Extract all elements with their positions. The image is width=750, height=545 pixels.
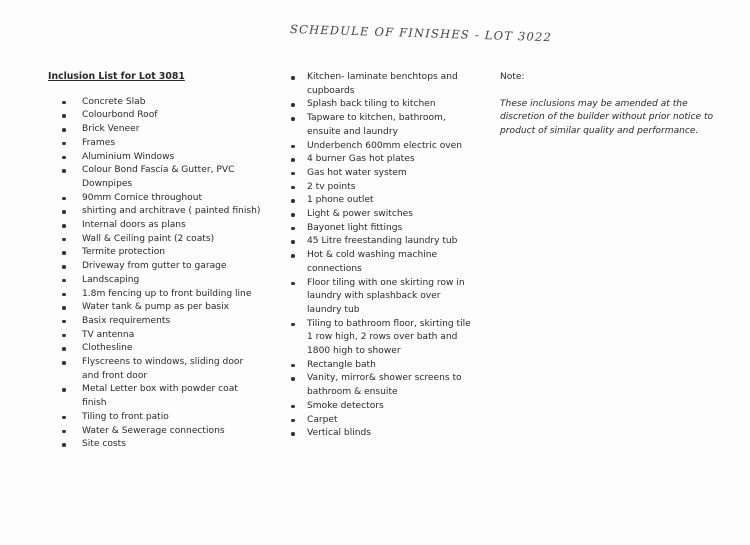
list-item: Underbench 600mm electric oven xyxy=(290,140,475,154)
list-item: Water tank & pump as per basix xyxy=(48,301,263,315)
list-item: Concrete Slab xyxy=(48,96,263,110)
list-item: Brick Veneer xyxy=(48,123,263,137)
inclusion-list-2 xyxy=(290,71,475,441)
list-item: 2 tv points xyxy=(290,181,475,195)
list-item: Vertical blinds xyxy=(290,427,475,441)
handwritten-title: SCHEDULE OF FINISHES - LOT 3022 xyxy=(289,22,553,45)
list-item: Tiling to bathroom floor, skirting tile 1 row high, 2 rows over bath and 1800 high to shower xyxy=(290,318,475,359)
note-text: These inclusions may be amended at the discretion of the builder without prior notice to product of similar quality and performance. xyxy=(500,98,714,137)
note-section xyxy=(500,71,715,139)
inclusion-list-column-2 xyxy=(290,71,475,441)
list-item: 1.8m fencing up to front building line xyxy=(48,288,263,302)
list-item: Internal doors as plans xyxy=(48,219,263,233)
list-item: Hot & cold washing machine connections xyxy=(290,249,475,276)
list-item: 1 phone outlet xyxy=(290,194,475,208)
list-item: Splash back tiling to kitchen xyxy=(290,98,475,112)
list-item: Metal Letter box with powder coat finish xyxy=(48,383,263,410)
inclusion-list-column-1 xyxy=(48,70,263,452)
list-item: Rectangle bath xyxy=(290,359,475,373)
list-item: TV antenna xyxy=(48,329,263,343)
list-item: Kitchen- laminate benchtops and cupboards xyxy=(290,71,475,98)
list-item: Colour Bond Fascia & Gutter, PVC Downpipes xyxy=(48,164,263,191)
list-item: Site costs xyxy=(48,438,263,452)
list-item: Wall & Ceiling paint (2 coats) xyxy=(48,233,263,247)
list-item: Termite protection xyxy=(48,246,263,260)
list-item: Smoke detectors xyxy=(290,400,475,414)
list-item: Tapware to kitchen, bathroom, ensuite and laundry xyxy=(290,112,475,139)
list-item: Driveway from gutter to garage xyxy=(48,260,263,274)
note-label: Note: xyxy=(500,72,525,82)
list-item: Light & power switches xyxy=(290,208,475,222)
list-item: Gas hot water system xyxy=(290,167,475,181)
list-item: Tiling to front patio xyxy=(48,411,263,425)
list-item: Landscaping xyxy=(48,274,263,288)
inclusion-list-heading: Inclusion List for Lot 3081 xyxy=(48,71,185,82)
list-item: shirting and architrave ( painted finish) xyxy=(48,205,263,219)
list-item: 45 Litre freestanding laundry tub xyxy=(290,235,475,249)
list-item: Water & Sewerage connections xyxy=(48,425,263,439)
list-item: Clothesline xyxy=(48,342,263,356)
list-item: 4 burner Gas hot plates xyxy=(290,153,475,167)
list-item: Carpet xyxy=(290,414,475,428)
list-item: Vanity, mirror& shower screens to bathroom & ensuite xyxy=(290,372,475,399)
list-item: Basix requirements xyxy=(48,315,263,329)
list-item: Bayonet light fittings xyxy=(290,222,475,236)
list-item: Floor tiling with one skirting row in laundry with splashback over laundry tub xyxy=(290,277,475,318)
list-item: Flyscreens to windows, sliding door and front door xyxy=(48,356,263,383)
list-item: 90mm Cornice throughout xyxy=(48,192,263,206)
list-item: Frames xyxy=(48,137,263,151)
inclusion-list-1 xyxy=(48,96,263,452)
list-item: Colourbond Roof xyxy=(48,109,263,123)
list-item: Aluminium Windows xyxy=(48,151,263,165)
